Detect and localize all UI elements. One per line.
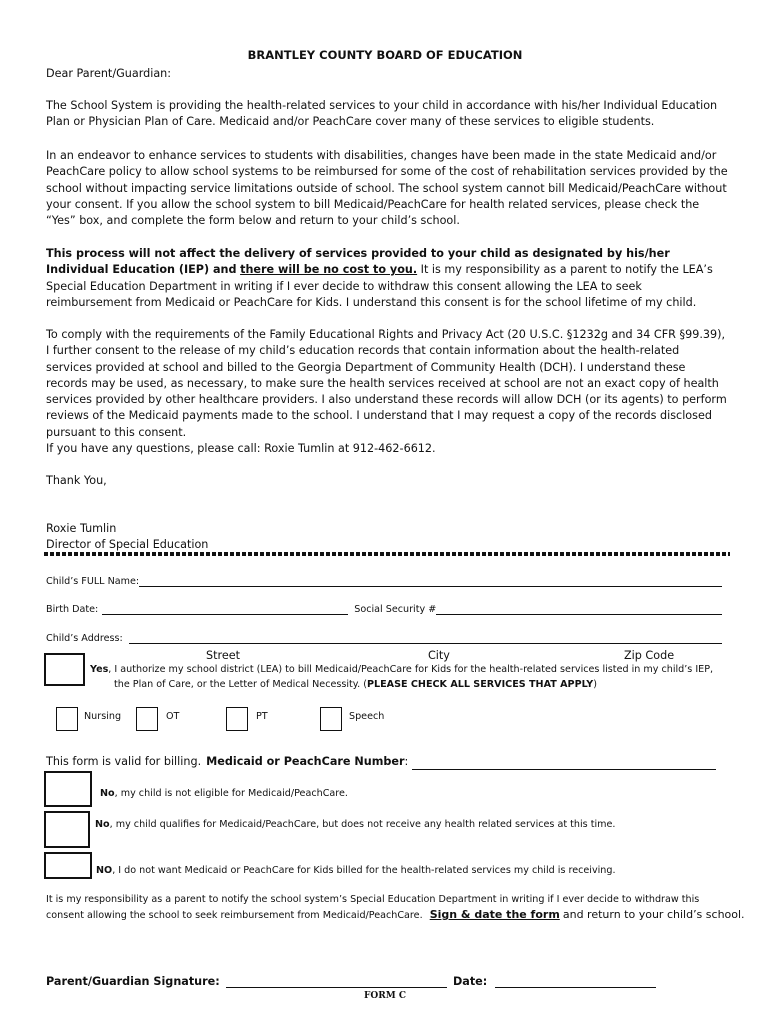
no2-bold: No <box>95 819 110 830</box>
no-no-services-text <box>95 817 615 833</box>
speech-checkbox[interactable] <box>320 707 342 731</box>
no1-statement: , my child is not eligible for Medicaid/PeachCare. <box>114 788 348 799</box>
paragraph-ferpa: To comply with the requirements of the Family Educational Rights and Privacy Act (20 U.S.C. §1232g and 34 CFR §99.39), I further consent to the release of my child’s education records that contain information about the health-related services provided at school and billed to the Georgia Department of Community Health (DCH). I understand these records may be used, as necessary, to make sure the health services received at school are not an exact copy of health services provided by other healthcare providers. I also understand these records will allow DCH (or its agents) to perform reviews of the Medicaid payments made to the school. I understand that I may request a copy of the records disclosed pursuant to this consent. <box>46 328 727 439</box>
street-caption: Street <box>206 649 240 662</box>
check-all-instruction: PLEASE CHECK ALL SERVICES THAT APPLY <box>366 679 594 690</box>
delivery-rest-text: It is my responsibility as a parent to notify the LEA’s Special Education Department in writing if I ever decide to withdraw this consent allowing the LEA to seek reimbursement from Medicaid or PeachCare for Kids. I understand this consent is for the school lifetime of my child. <box>46 263 713 309</box>
responsibility-line2 <box>46 907 746 924</box>
address-label: Child’s Address: <box>46 633 123 644</box>
no-not-eligible-text <box>100 786 348 802</box>
closing: Thank You, <box>46 474 107 487</box>
ot-checkbox[interactable] <box>136 707 158 731</box>
city-caption: City <box>428 649 450 662</box>
birth-date-field[interactable] <box>102 604 348 615</box>
nursing-label: Nursing <box>84 711 122 722</box>
child-name-row <box>46 576 722 587</box>
signature-field[interactable] <box>226 975 447 988</box>
responsibility-text: consent allowing the school to seek reimbursement from Medicaid/PeachCare. <box>46 910 423 921</box>
no3-statement: , I do not want Medicaid or PeachCare for Kids billed for the health-related services my child is receiving. <box>112 865 616 876</box>
return-instruction: and return to your child’s school. <box>562 908 745 921</box>
tear-line <box>44 552 730 556</box>
nursing-checkbox[interactable] <box>56 707 78 731</box>
medicaid-number-label: Medicaid or PeachCare Number <box>206 755 405 768</box>
birth-date-label: Birth Date: <box>46 604 99 615</box>
address-field[interactable] <box>129 633 722 644</box>
pt-label: PT <box>256 711 268 722</box>
ssn-field[interactable] <box>436 604 722 615</box>
form-id: FORM C <box>364 991 406 1001</box>
birth-ssn-row <box>46 604 722 615</box>
paragraph-delivery <box>46 246 728 311</box>
yes-text-line2 <box>114 677 597 693</box>
speech-label: Speech <box>349 711 385 722</box>
medicaid-number-row <box>46 754 722 770</box>
date-label: Date: <box>453 975 488 988</box>
yes-bold: Yes <box>90 664 109 675</box>
no-do-not-bill-checkbox[interactable] <box>44 852 92 879</box>
no-cost-text: there will be no cost to you. <box>240 263 418 277</box>
no3-bold: NO <box>96 865 113 876</box>
document-title: BRANTLEY COUNTY BOARD OF EDUCATION <box>247 48 523 62</box>
signature-label: Parent/Guardian Signature: <box>46 975 220 988</box>
no1-bold: No <box>100 788 115 799</box>
medicaid-number-field[interactable] <box>412 757 716 770</box>
yes-checkbox[interactable] <box>44 653 85 686</box>
delivery-bold-text: This process will not affect the delivery of services provided to your child as designated by his/her Individual Education (IEP) and <box>46 247 670 277</box>
signer-name: Roxie Tumlin <box>46 522 117 535</box>
yes-text <box>90 662 713 678</box>
no-no-services-checkbox[interactable] <box>44 811 90 848</box>
medicaid-number-colon: : <box>404 755 409 768</box>
child-name-field[interactable] <box>139 576 722 587</box>
paragraph-services: The School System is providing the health-related services to your child in accordance with his/her Individual Education Plan or Physician Plan of Care. Medicaid and/or PeachCare cover many of these services to eligible students. <box>46 99 718 129</box>
paren-close: ) <box>593 679 597 690</box>
date-field[interactable] <box>495 975 656 988</box>
valid-billing-text: This form is valid for billing. <box>46 755 202 768</box>
address-row <box>46 633 722 644</box>
signer-title: Director of Special Education <box>46 538 209 551</box>
pt-checkbox[interactable] <box>226 707 248 731</box>
child-name-label: Child’s FULL Name: <box>46 576 140 587</box>
paragraph-policy: In an endeavor to enhance services to students with disabilities, changes have been made in the state Medicaid and/or PeachCare policy to allow school systems to be reimbursed for some of the cost of rehabilitation services provided by the school without impacting service limitations outside of school. The school system cannot bill Medicaid/PeachCare without your consent. If you allow the school system to bill Medicaid/PeachCare for health related services, please check the “Yes” box, and complete the form below and return to your child’s school. <box>46 149 728 228</box>
ssn-label: Social Security # <box>354 604 437 615</box>
yes-statement: , I authorize my school district (LEA) to bill Medicaid/PeachCare for Kids for the health-related services listed in my child’s IEP, <box>108 664 714 675</box>
no-not-eligible-checkbox[interactable] <box>44 771 92 807</box>
responsibility-line1: It is my responsibility as a parent to notify the school system’s Special Education Department in writing if I ever decide to withdraw this <box>46 894 700 905</box>
zip-caption: Zip Code <box>624 649 675 662</box>
ot-label: OT <box>166 711 180 722</box>
sign-date-instruction: Sign & date the form <box>429 908 560 921</box>
no-do-not-bill-text <box>96 863 616 879</box>
contact-line: If you have any questions, please call: Roxie Tumlin at 912-462-6612. <box>46 442 436 455</box>
no2-statement: , my child qualifies for Medicaid/PeachCare, but does not receive any health related services at this time. <box>109 819 616 830</box>
plan-of-care-text: the Plan of Care, or the Letter of Medical Necessity. ( <box>114 679 367 690</box>
signature-row <box>46 975 656 988</box>
salutation: Dear Parent/Guardian: <box>46 67 172 80</box>
